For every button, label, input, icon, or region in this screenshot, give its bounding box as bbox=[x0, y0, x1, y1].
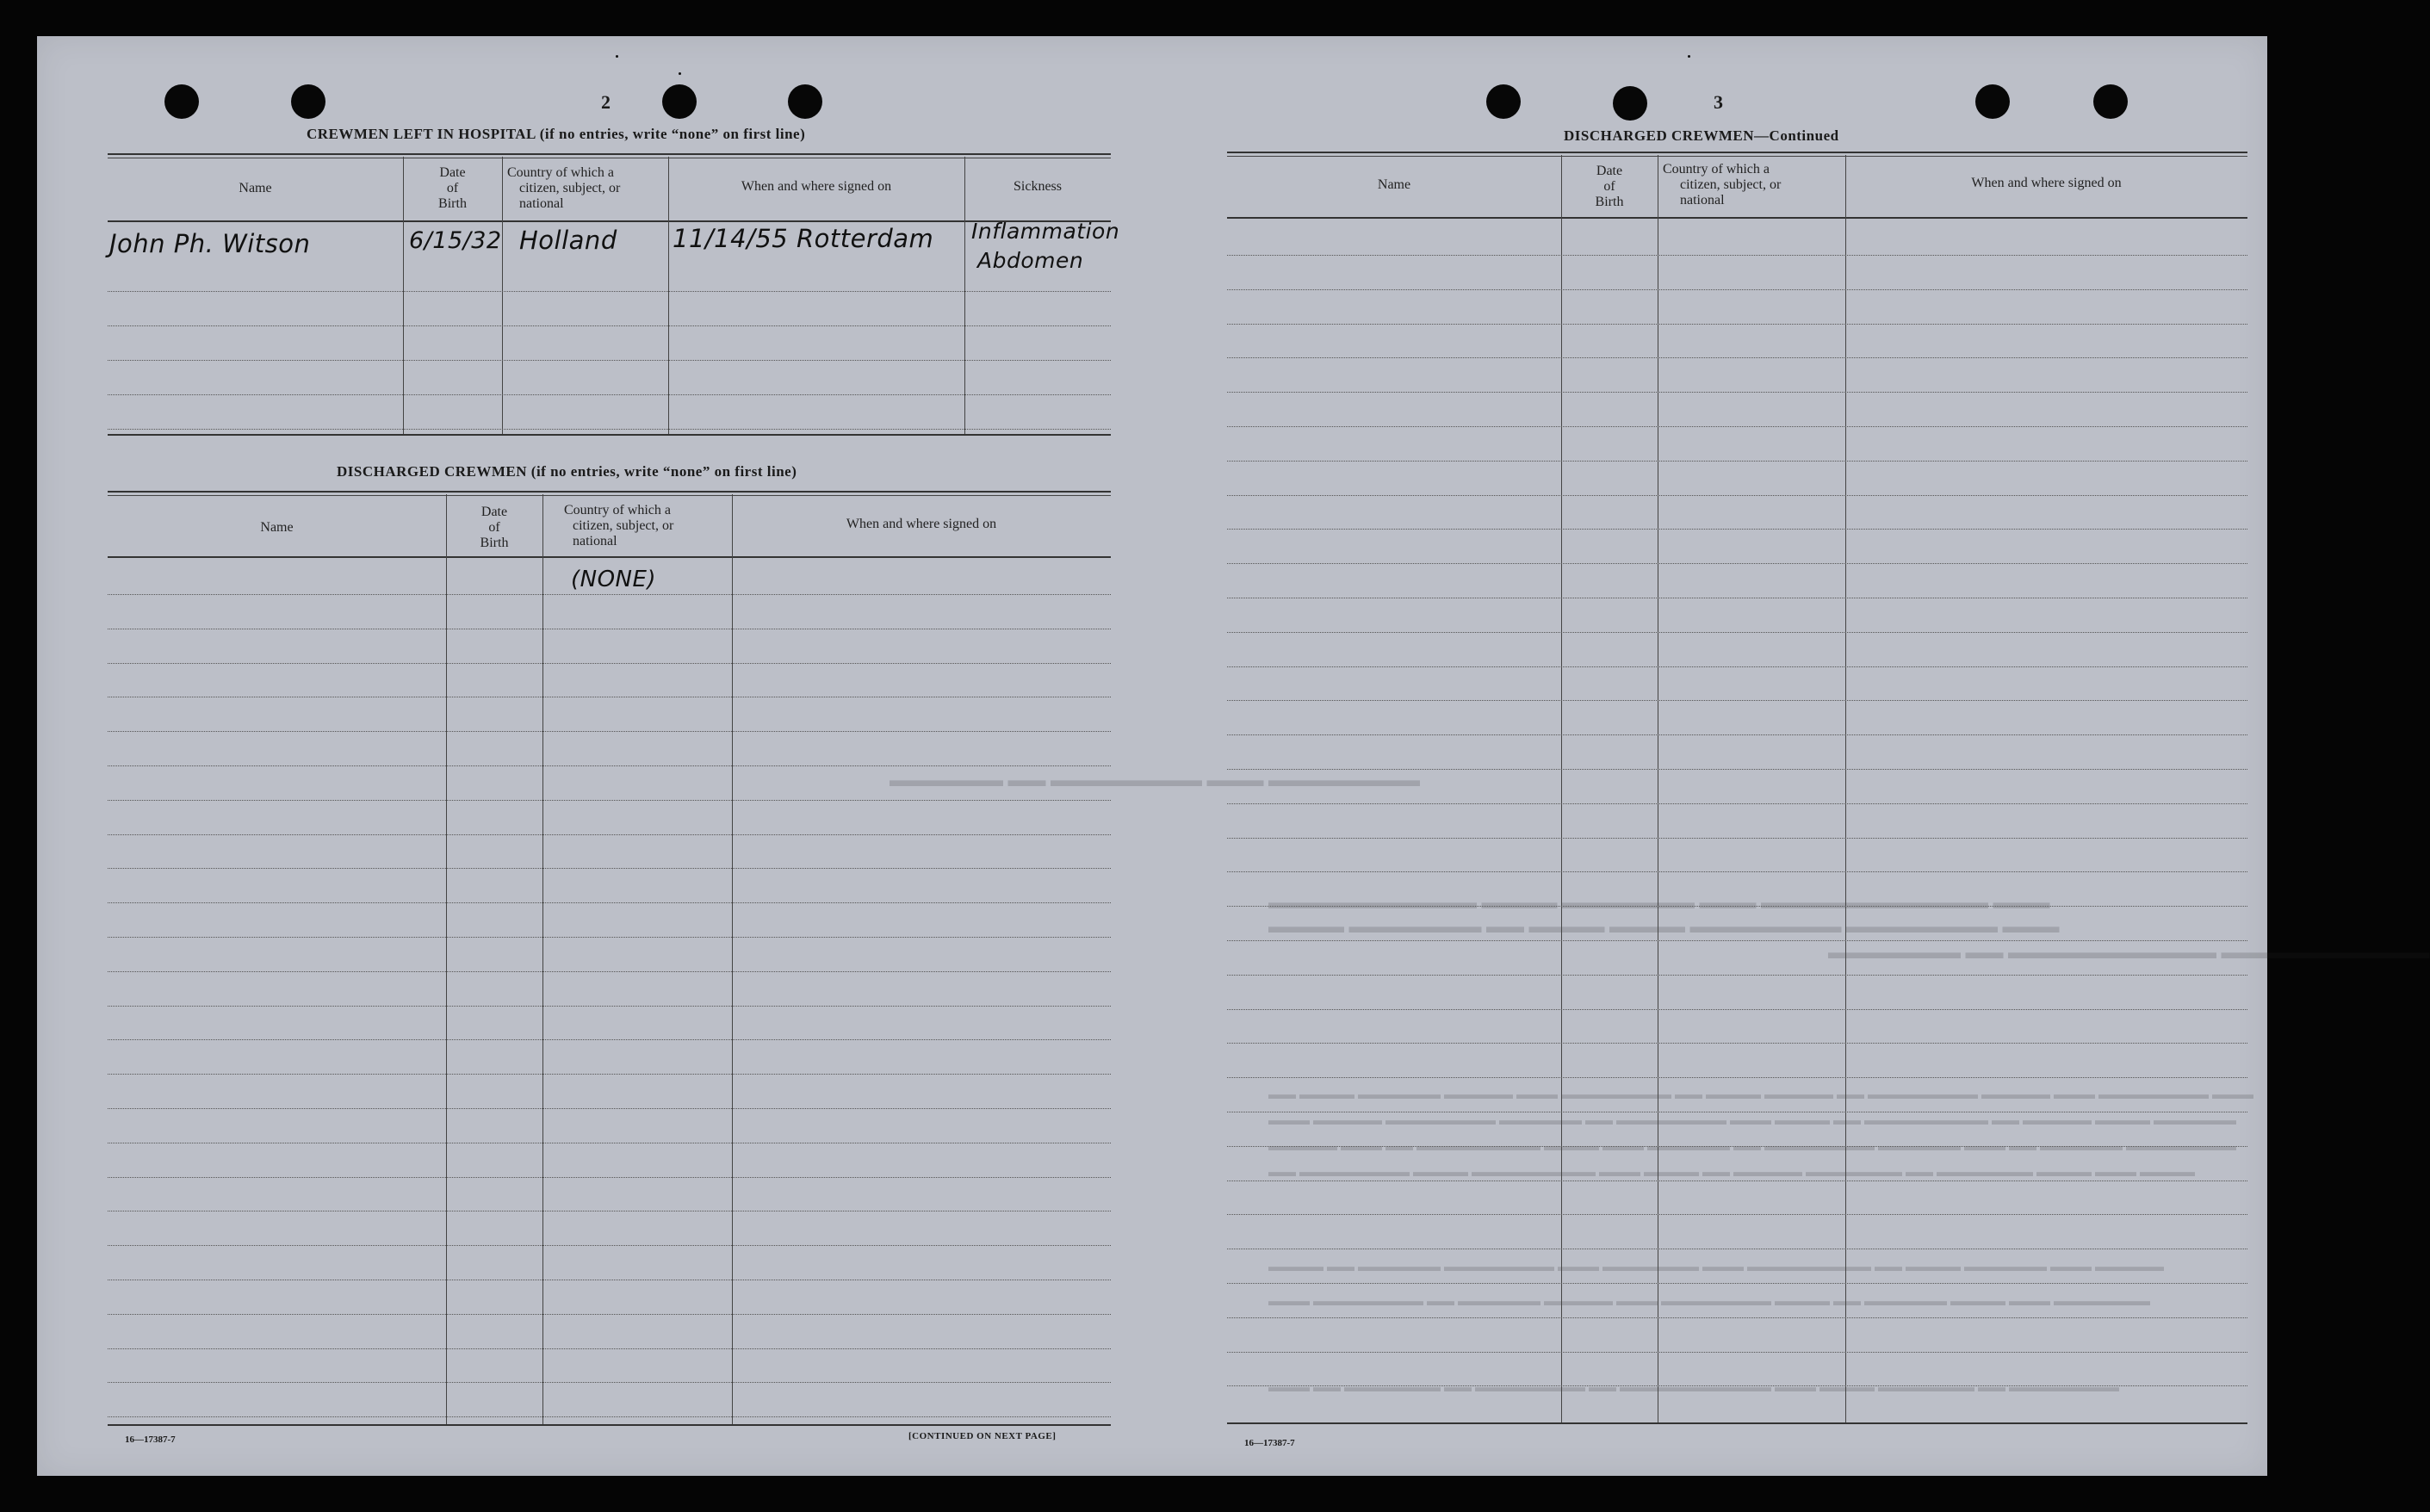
row-line bbox=[1227, 1283, 2247, 1284]
column-header-line: citizen, subject, or bbox=[573, 518, 674, 533]
continued-note: [CONTINUED ON NEXT PAGE] bbox=[908, 1431, 1057, 1441]
column-header-country bbox=[1663, 162, 1845, 208]
speck bbox=[1688, 55, 1690, 58]
row-line bbox=[108, 834, 1111, 835]
column-header-name: Name bbox=[239, 181, 272, 195]
column-header-line: Date bbox=[439, 165, 466, 180]
discharged-section-title: DISCHARGED CREWMEN (if no entries, write “none” on first line) bbox=[337, 463, 797, 480]
punch-hole bbox=[788, 84, 822, 119]
row-line bbox=[1227, 700, 2247, 701]
column-header-name: Name bbox=[1377, 177, 1411, 192]
column-header-country bbox=[547, 503, 732, 549]
row-line bbox=[108, 325, 1111, 326]
column-header-line: citizen, subject, or bbox=[1680, 177, 1782, 192]
column-header-line: national bbox=[1680, 193, 1725, 208]
row-line bbox=[1227, 392, 2247, 393]
row-line bbox=[1227, 975, 2247, 976]
row-line bbox=[108, 360, 1111, 361]
bleed-through: ▬▬▬▬▬ ▬▬▬ ▬▬ ▬▬▬▬▬▬▬▬▬ ▬▬▬▬ ▬▬▬ ▬▬▬▬▬▬ ▬▬ ▬▬▬▬▬▬▬▬ ▬▬▬▬▬▬ ▬▬▬ ▬▬ ▬▬▬▬▬▬ ▬▬▬▬▬▬▬▬ bbox=[1268, 1139, 2236, 1154]
column-header-dob bbox=[446, 505, 542, 551]
column-header-line: citizen, subject, or bbox=[519, 181, 621, 195]
column-divider bbox=[1561, 155, 1562, 1422]
hospital-section-title: CREWMEN LEFT IN HOSPITAL (if no entries, write “none” on first line) bbox=[307, 126, 806, 142]
row-line bbox=[1227, 1043, 2247, 1044]
row-line bbox=[108, 937, 1111, 938]
page-number: 3 bbox=[1714, 91, 1723, 113]
entry-sickness-line-1: Inflammation bbox=[971, 219, 1120, 244]
bleed-through: ▬▬▬▬▬▬▬▬▬▬▬ ▬▬▬▬ ▬▬▬▬▬▬▬ ▬▬▬ ▬▬▬▬▬▬▬▬▬▬▬▬ ▬▬▬ bbox=[1268, 891, 2050, 913]
row-line bbox=[1227, 666, 2247, 667]
table-header-rule bbox=[108, 220, 1111, 222]
punch-hole bbox=[662, 84, 697, 119]
row-line bbox=[108, 291, 1111, 292]
row-line bbox=[1227, 1317, 2247, 1318]
row-line bbox=[1227, 734, 2247, 735]
bleed-through: ▬▬▬ ▬▬ ▬▬▬▬▬▬▬ ▬▬ ▬▬▬▬▬▬▬▬ ▬▬ ▬▬▬▬▬▬▬▬▬▬▬ ▬▬▬ ▬▬▬▬ ▬▬▬▬▬▬▬ ▬▬ ▬▬▬▬▬▬▬▬ bbox=[1268, 1380, 2119, 1395]
table-top-rule bbox=[108, 153, 1111, 158]
row-line bbox=[108, 1245, 1111, 1246]
entry-none: (NONE) bbox=[571, 567, 657, 592]
row-line bbox=[108, 429, 1111, 430]
column-header-dob bbox=[403, 165, 502, 212]
column-header-line: Birth bbox=[1595, 195, 1624, 209]
row-line bbox=[1227, 838, 2247, 839]
row-line bbox=[1227, 871, 2247, 872]
entry-country: Holland bbox=[519, 226, 617, 255]
punch-hole bbox=[1613, 86, 1647, 121]
row-line bbox=[108, 1382, 1111, 1383]
column-divider bbox=[964, 157, 965, 434]
row-line bbox=[1227, 426, 2247, 427]
table-bottom-rule bbox=[108, 434, 1111, 436]
entry-signed-on: 11/14/55 Rotterdam bbox=[673, 224, 934, 253]
row-line bbox=[108, 394, 1111, 395]
column-header-line: national bbox=[573, 534, 617, 548]
column-divider bbox=[732, 494, 733, 1424]
bleed-through: ▬▬▬▬ ▬▬ ▬▬▬▬▬▬ ▬▬▬▬▬▬▬▬ ▬▬▬ ▬▬▬▬▬▬▬ ▬▬▬ ▬▬▬▬▬▬▬▬▬ ▬▬ ▬▬▬▬ ▬▬▬▬▬▬ ▬▬▬ ▬▬▬▬▬ bbox=[1268, 1260, 2164, 1274]
column-header-line: national bbox=[519, 196, 564, 211]
bleed-through: ▬▬▬▬▬▬ ▬▬ ▬▬▬▬▬▬▬▬ ▬▬▬ ▬▬▬▬▬▬▬▬ bbox=[890, 769, 1420, 790]
bleed-through: ▬▬▬▬ ▬▬▬▬▬▬▬ ▬▬ ▬▬▬▬ ▬▬▬▬ ▬▬▬▬▬▬▬▬ ▬▬▬▬▬▬▬▬ ▬▬▬ bbox=[1268, 915, 2060, 937]
row-line bbox=[1227, 255, 2247, 256]
bleed-through: ▬▬ ▬▬▬▬ ▬▬▬▬▬▬ ▬▬▬▬▬ ▬▬▬ ▬▬▬▬▬▬▬▬ ▬▬ ▬▬▬▬ ▬▬▬▬▬ ▬▬ ▬▬▬▬▬▬▬▬ ▬▬▬▬▬ ▬▬▬ ▬▬▬▬▬▬▬▬ ▬▬▬ bbox=[1268, 1088, 2253, 1102]
column-header-line: of bbox=[1603, 179, 1615, 194]
column-header-line: Country of which a bbox=[564, 503, 671, 517]
column-header-line: Date bbox=[1596, 164, 1623, 178]
table-bottom-rule bbox=[1227, 1422, 2247, 1424]
column-header-line: Country of which a bbox=[1663, 162, 1770, 177]
punch-hole bbox=[2093, 84, 2128, 119]
bleed-through: ▬▬ ▬▬▬▬▬▬▬▬ ▬▬▬▬ ▬▬▬▬▬▬▬▬▬ ▬▬▬ ▬▬▬▬ ▬▬ ▬▬▬▬▬ ▬▬▬▬▬▬▬ ▬▬ ▬▬▬▬▬▬▬ ▬▬▬▬ ▬▬▬ ▬▬▬▬ bbox=[1268, 1165, 2195, 1180]
row-line bbox=[108, 800, 1111, 801]
row-line bbox=[1227, 632, 2247, 633]
row-line bbox=[1227, 324, 2247, 325]
speck bbox=[616, 55, 618, 58]
column-header-signed-on: When and where signed on bbox=[1971, 176, 2122, 190]
row-line bbox=[108, 765, 1111, 766]
form-number: 16—17387-7 bbox=[1244, 1438, 1295, 1448]
row-line bbox=[1227, 289, 2247, 290]
entry-sickness-line-2: Abdomen bbox=[977, 248, 1084, 273]
column-divider bbox=[446, 494, 447, 1424]
column-header-line: Date bbox=[480, 505, 508, 519]
punch-hole bbox=[1486, 84, 1521, 119]
row-line bbox=[108, 731, 1111, 732]
row-line bbox=[108, 1348, 1111, 1349]
column-divider bbox=[542, 494, 543, 1424]
row-line bbox=[1227, 495, 2247, 496]
column-header-country bbox=[505, 165, 670, 212]
column-header-signed-on: When and where signed on bbox=[846, 517, 997, 531]
row-line bbox=[108, 1177, 1111, 1178]
column-divider bbox=[502, 157, 503, 434]
row-line bbox=[108, 1074, 1111, 1075]
row-line bbox=[108, 1416, 1111, 1417]
column-header-line: of bbox=[488, 520, 500, 535]
row-line bbox=[1227, 1009, 2247, 1010]
column-header-line: of bbox=[446, 181, 459, 195]
row-line bbox=[108, 1108, 1111, 1109]
row-line bbox=[1227, 906, 2247, 907]
row-line bbox=[1227, 1077, 2247, 1078]
column-header-line: Birth bbox=[438, 196, 467, 211]
speck bbox=[679, 72, 681, 75]
row-line bbox=[1227, 769, 2247, 770]
row-line bbox=[1227, 1180, 2247, 1181]
entry-date-of-birth: 6/15/32 bbox=[409, 227, 502, 254]
row-line bbox=[1227, 1385, 2247, 1386]
row-line bbox=[1227, 803, 2247, 804]
column-header-name: Name bbox=[260, 520, 294, 535]
column-header-line: Country of which a bbox=[507, 165, 614, 180]
row-line bbox=[108, 1314, 1111, 1315]
discharged-continued-title: DISCHARGED CREWMEN—Continued bbox=[1564, 127, 1839, 144]
column-divider bbox=[1845, 155, 1846, 1422]
punch-hole bbox=[291, 84, 325, 119]
table-bottom-rule bbox=[108, 1424, 1111, 1426]
row-line bbox=[1227, 1146, 2247, 1147]
row-line bbox=[1227, 1214, 2247, 1215]
column-header-sickness: Sickness bbox=[1014, 179, 1062, 194]
form-number: 16—17387-7 bbox=[125, 1435, 176, 1445]
row-line bbox=[108, 594, 1111, 595]
row-line bbox=[108, 1006, 1111, 1007]
column-header-signed-on: When and where signed on bbox=[741, 179, 892, 194]
document-sheet bbox=[37, 36, 2430, 1476]
row-line bbox=[1227, 529, 2247, 530]
punch-hole bbox=[164, 84, 199, 119]
row-line bbox=[108, 868, 1111, 869]
row-line bbox=[1227, 357, 2247, 358]
column-header-dob bbox=[1561, 164, 1658, 210]
bleed-through: ▬▬▬ ▬▬▬▬▬▬▬▬ ▬▬ ▬▬▬▬▬▬ ▬▬▬▬▬ ▬▬▬ ▬▬▬▬▬▬▬▬ ▬▬▬▬ ▬▬ ▬▬▬▬▬▬ ▬▬▬▬ ▬▬▬ ▬▬▬▬▬▬▬ bbox=[1268, 1294, 2150, 1309]
row-line bbox=[1227, 940, 2247, 941]
column-header-line: Birth bbox=[480, 536, 509, 550]
row-line bbox=[1227, 461, 2247, 462]
entry-name: John Ph. Witson bbox=[109, 229, 311, 258]
row-line bbox=[1227, 563, 2247, 564]
row-line bbox=[108, 902, 1111, 903]
row-line bbox=[108, 971, 1111, 972]
bleed-through: ▬▬▬▬▬▬▬ ▬▬ ▬▬▬▬▬▬▬▬▬▬▬ ▬▬▬▬▬▬▬▬▬▬▬ bbox=[1828, 941, 2430, 963]
table-top-rule bbox=[108, 491, 1111, 496]
table-top-rule bbox=[1227, 152, 2247, 157]
table-header-rule bbox=[1227, 217, 2247, 219]
page-number: 2 bbox=[601, 91, 611, 113]
row-line bbox=[108, 1039, 1111, 1040]
table-header-rule bbox=[108, 556, 1111, 558]
punch-hole bbox=[1975, 84, 2010, 119]
row-line bbox=[1227, 1352, 2247, 1353]
row-line bbox=[108, 663, 1111, 664]
bleed-through: ▬▬▬ ▬▬▬▬▬ ▬▬▬▬▬▬▬▬ ▬▬▬▬▬▬ ▬▬ ▬▬▬▬▬▬▬▬ ▬▬▬ ▬▬▬▬ ▬▬ ▬▬▬▬▬▬▬▬▬ ▬▬ ▬▬▬▬▬ ▬▬▬▬ ▬▬▬▬▬▬ bbox=[1268, 1113, 2236, 1128]
